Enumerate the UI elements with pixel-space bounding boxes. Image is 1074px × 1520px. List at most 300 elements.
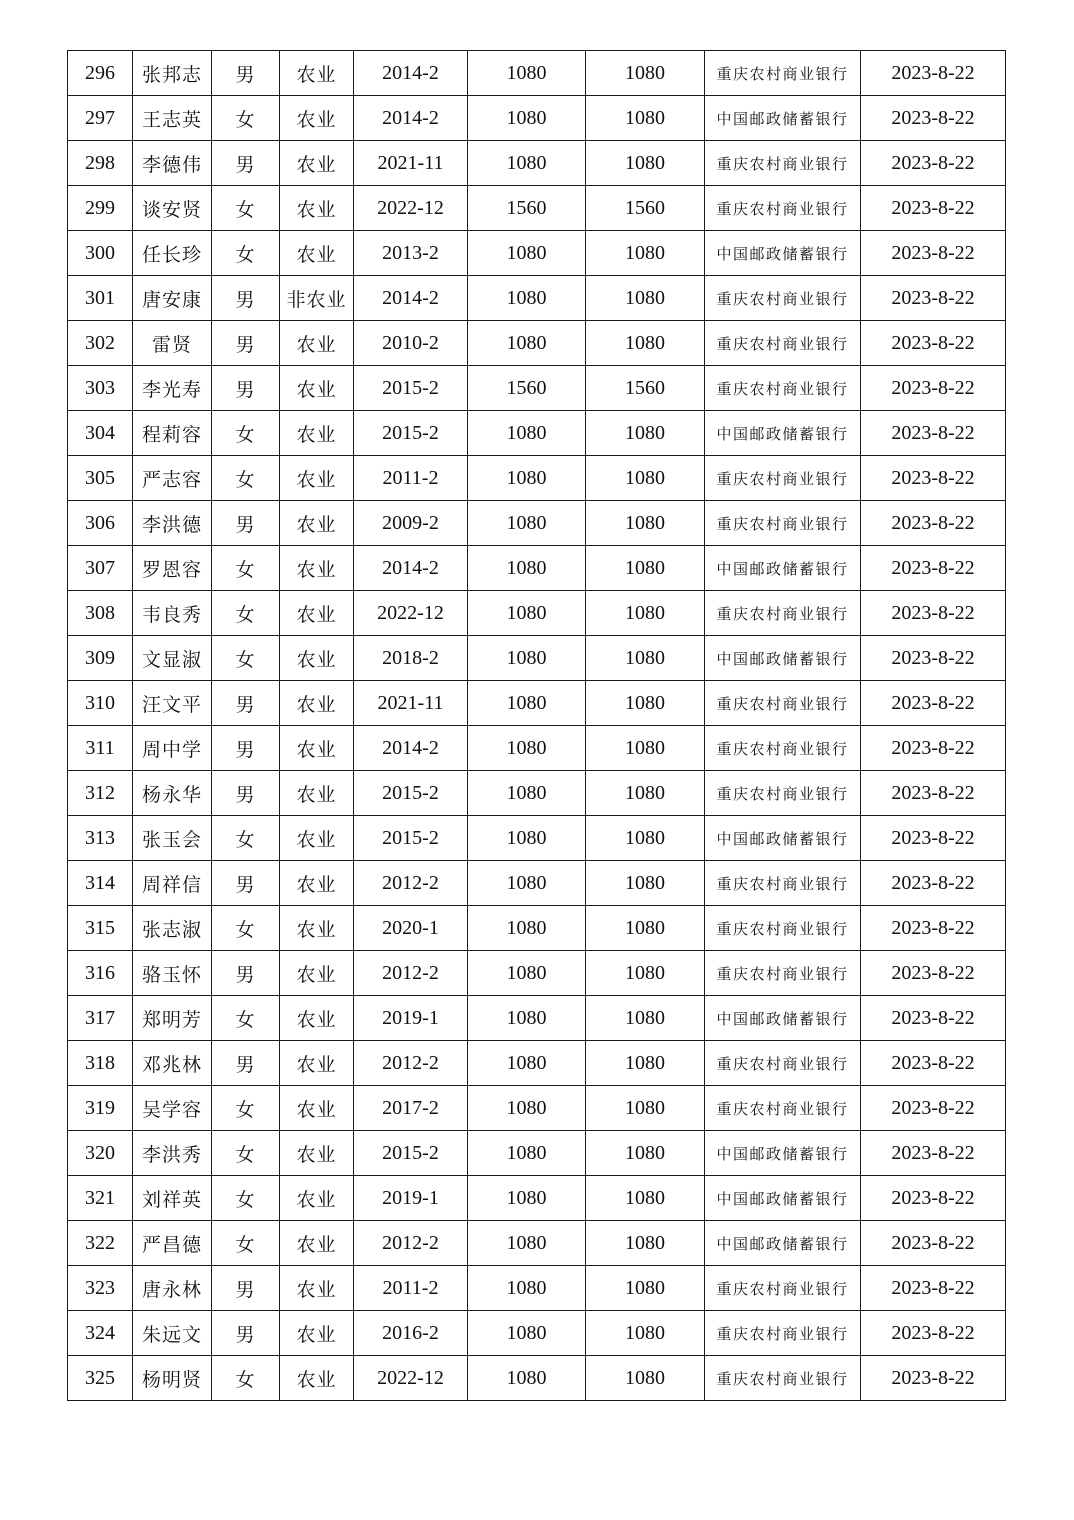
household-type-cell: 农业 (280, 186, 354, 231)
row-number-cell: 305 (68, 456, 133, 501)
amount-cell: 1080 (468, 276, 586, 321)
start-date-cell: 2009-2 (354, 501, 468, 546)
row-number-cell: 300 (68, 231, 133, 276)
row-number-cell: 318 (68, 1041, 133, 1086)
gender-cell: 男 (212, 861, 280, 906)
name-cell: 张志淑 (133, 906, 212, 951)
table-row (68, 1266, 1006, 1311)
name-cell: 杨永华 (133, 771, 212, 816)
table-row (68, 636, 1006, 681)
bank-cell: 重庆农村商业银行 (705, 366, 861, 411)
amount-cell: 1080 (468, 456, 586, 501)
row-number-cell: 308 (68, 591, 133, 636)
issue-date-cell: 2023-8-22 (861, 1356, 1006, 1401)
name-cell: 韦良秀 (133, 591, 212, 636)
gender-cell: 女 (212, 906, 280, 951)
household-type-cell: 农业 (280, 1086, 354, 1131)
household-type-cell: 非农业 (280, 276, 354, 321)
gender-cell: 女 (212, 591, 280, 636)
table-row (68, 366, 1006, 411)
gender-cell: 男 (212, 501, 280, 546)
name-cell: 杨明贤 (133, 1356, 212, 1401)
amount-cell: 1560 (468, 186, 586, 231)
start-date-cell: 2019-1 (354, 1176, 468, 1221)
bank-cell: 重庆农村商业银行 (705, 276, 861, 321)
household-type-cell: 农业 (280, 456, 354, 501)
paid-amount-cell: 1080 (586, 141, 705, 186)
bank-cell: 重庆农村商业银行 (705, 186, 861, 231)
issue-date-cell: 2023-8-22 (861, 861, 1006, 906)
gender-cell: 女 (212, 1176, 280, 1221)
start-date-cell: 2015-2 (354, 816, 468, 861)
amount-cell: 1080 (468, 141, 586, 186)
paid-amount-cell: 1080 (586, 231, 705, 276)
paid-amount-cell: 1080 (586, 1131, 705, 1176)
name-cell: 周中学 (133, 726, 212, 771)
table-row (68, 681, 1006, 726)
amount-cell: 1080 (468, 591, 586, 636)
row-number-cell: 306 (68, 501, 133, 546)
row-number-cell: 323 (68, 1266, 133, 1311)
amount-cell: 1080 (468, 861, 586, 906)
start-date-cell: 2015-2 (354, 366, 468, 411)
row-number-cell: 325 (68, 1356, 133, 1401)
name-cell: 谈安贤 (133, 186, 212, 231)
household-type-cell: 农业 (280, 591, 354, 636)
paid-amount-cell: 1080 (586, 51, 705, 96)
row-number-cell: 315 (68, 906, 133, 951)
table-row (68, 771, 1006, 816)
issue-date-cell: 2023-8-22 (861, 276, 1006, 321)
gender-cell: 女 (212, 1086, 280, 1131)
issue-date-cell: 2023-8-22 (861, 636, 1006, 681)
household-type-cell: 农业 (280, 321, 354, 366)
start-date-cell: 2021-11 (354, 681, 468, 726)
paid-amount-cell: 1080 (586, 771, 705, 816)
row-number-cell: 307 (68, 546, 133, 591)
row-number-cell: 309 (68, 636, 133, 681)
start-date-cell: 2020-1 (354, 906, 468, 951)
row-number-cell: 313 (68, 816, 133, 861)
bank-cell: 重庆农村商业银行 (705, 501, 861, 546)
name-cell: 严志容 (133, 456, 212, 501)
name-cell: 文显淑 (133, 636, 212, 681)
amount-cell: 1080 (468, 1221, 586, 1266)
start-date-cell: 2012-2 (354, 1221, 468, 1266)
table-row (68, 1086, 1006, 1131)
paid-amount-cell: 1080 (586, 591, 705, 636)
name-cell: 李光寿 (133, 366, 212, 411)
household-type-cell: 农业 (280, 636, 354, 681)
amount-cell: 1080 (468, 996, 586, 1041)
table-row (68, 996, 1006, 1041)
start-date-cell: 2015-2 (354, 411, 468, 456)
bank-cell: 中国邮政储蓄银行 (705, 996, 861, 1041)
table-row (68, 546, 1006, 591)
bank-cell: 重庆农村商业银行 (705, 1041, 861, 1086)
amount-cell: 1080 (468, 411, 586, 456)
start-date-cell: 2022-12 (354, 1356, 468, 1401)
start-date-cell: 2014-2 (354, 276, 468, 321)
amount-cell: 1080 (468, 51, 586, 96)
gender-cell: 女 (212, 96, 280, 141)
household-type-cell: 农业 (280, 861, 354, 906)
amount-cell: 1080 (468, 1131, 586, 1176)
household-type-cell: 农业 (280, 1356, 354, 1401)
amount-cell: 1080 (468, 1086, 586, 1131)
issue-date-cell: 2023-8-22 (861, 951, 1006, 996)
amount-cell: 1080 (468, 636, 586, 681)
amount-cell: 1080 (468, 906, 586, 951)
gender-cell: 男 (212, 141, 280, 186)
amount-cell: 1560 (468, 366, 586, 411)
gender-cell: 男 (212, 726, 280, 771)
household-type-cell: 农业 (280, 546, 354, 591)
row-number-cell: 322 (68, 1221, 133, 1266)
bank-cell: 中国邮政储蓄银行 (705, 546, 861, 591)
paid-amount-cell: 1080 (586, 1086, 705, 1131)
amount-cell: 1080 (468, 501, 586, 546)
issue-date-cell: 2023-8-22 (861, 51, 1006, 96)
paid-amount-cell: 1080 (586, 681, 705, 726)
gender-cell: 女 (212, 1221, 280, 1266)
table-row (68, 1131, 1006, 1176)
table-row (68, 1221, 1006, 1266)
table-row (68, 1356, 1006, 1401)
start-date-cell: 2017-2 (354, 1086, 468, 1131)
paid-amount-cell: 1080 (586, 906, 705, 951)
issue-date-cell: 2023-8-22 (861, 996, 1006, 1041)
start-date-cell: 2022-12 (354, 186, 468, 231)
paid-amount-cell: 1080 (586, 321, 705, 366)
bank-cell: 重庆农村商业银行 (705, 906, 861, 951)
gender-cell: 女 (212, 1131, 280, 1176)
household-type-cell: 农业 (280, 951, 354, 996)
start-date-cell: 2012-2 (354, 861, 468, 906)
name-cell: 任长珍 (133, 231, 212, 276)
paid-amount-cell: 1560 (586, 186, 705, 231)
row-number-cell: 311 (68, 726, 133, 771)
start-date-cell: 2015-2 (354, 1131, 468, 1176)
gender-cell: 女 (212, 456, 280, 501)
bank-cell: 重庆农村商业银行 (705, 141, 861, 186)
table-row (68, 96, 1006, 141)
issue-date-cell: 2023-8-22 (861, 501, 1006, 546)
household-type-cell: 农业 (280, 1131, 354, 1176)
household-type-cell: 农业 (280, 771, 354, 816)
start-date-cell: 2016-2 (354, 1311, 468, 1356)
issue-date-cell: 2023-8-22 (861, 1266, 1006, 1311)
amount-cell: 1080 (468, 96, 586, 141)
bank-cell: 中国邮政储蓄银行 (705, 1131, 861, 1176)
table-row (68, 816, 1006, 861)
issue-date-cell: 2023-8-22 (861, 906, 1006, 951)
start-date-cell: 2019-1 (354, 996, 468, 1041)
household-type-cell: 农业 (280, 996, 354, 1041)
name-cell: 唐永林 (133, 1266, 212, 1311)
issue-date-cell: 2023-8-22 (861, 366, 1006, 411)
gender-cell: 男 (212, 321, 280, 366)
table-row (68, 276, 1006, 321)
table-row (68, 141, 1006, 186)
row-number-cell: 302 (68, 321, 133, 366)
household-type-cell: 农业 (280, 681, 354, 726)
row-number-cell: 303 (68, 366, 133, 411)
issue-date-cell: 2023-8-22 (861, 591, 1006, 636)
issue-date-cell: 2023-8-22 (861, 1086, 1006, 1131)
amount-cell: 1080 (468, 951, 586, 996)
records-table (67, 50, 1006, 1401)
issue-date-cell: 2023-8-22 (861, 726, 1006, 771)
household-type-cell: 农业 (280, 141, 354, 186)
row-number-cell: 304 (68, 411, 133, 456)
household-type-cell: 农业 (280, 1221, 354, 1266)
household-type-cell: 农业 (280, 411, 354, 456)
name-cell: 邓兆林 (133, 1041, 212, 1086)
row-number-cell: 320 (68, 1131, 133, 1176)
issue-date-cell: 2023-8-22 (861, 1131, 1006, 1176)
row-number-cell: 301 (68, 276, 133, 321)
name-cell: 程莉容 (133, 411, 212, 456)
amount-cell: 1080 (468, 321, 586, 366)
paid-amount-cell: 1560 (586, 366, 705, 411)
name-cell: 严昌德 (133, 1221, 212, 1266)
gender-cell: 男 (212, 366, 280, 411)
name-cell: 汪文平 (133, 681, 212, 726)
household-type-cell: 农业 (280, 501, 354, 546)
row-number-cell: 310 (68, 681, 133, 726)
issue-date-cell: 2023-8-22 (861, 96, 1006, 141)
bank-cell: 重庆农村商业银行 (705, 1266, 861, 1311)
issue-date-cell: 2023-8-22 (861, 1176, 1006, 1221)
gender-cell: 女 (212, 1356, 280, 1401)
household-type-cell: 农业 (280, 51, 354, 96)
name-cell: 吴学容 (133, 1086, 212, 1131)
start-date-cell: 2014-2 (354, 51, 468, 96)
name-cell: 李德伟 (133, 141, 212, 186)
bank-cell: 重庆农村商业银行 (705, 861, 861, 906)
gender-cell: 女 (212, 186, 280, 231)
issue-date-cell: 2023-8-22 (861, 681, 1006, 726)
name-cell: 刘祥英 (133, 1176, 212, 1221)
paid-amount-cell: 1080 (586, 456, 705, 501)
row-number-cell: 297 (68, 96, 133, 141)
row-number-cell: 316 (68, 951, 133, 996)
issue-date-cell: 2023-8-22 (861, 771, 1006, 816)
table-row (68, 321, 1006, 366)
paid-amount-cell: 1080 (586, 276, 705, 321)
table-body (68, 51, 1006, 1401)
paid-amount-cell: 1080 (586, 1266, 705, 1311)
gender-cell: 男 (212, 276, 280, 321)
bank-cell: 重庆农村商业银行 (705, 951, 861, 996)
start-date-cell: 2011-2 (354, 456, 468, 501)
bank-cell: 重庆农村商业银行 (705, 726, 861, 771)
table-row (68, 456, 1006, 501)
table-row (68, 186, 1006, 231)
gender-cell: 男 (212, 1266, 280, 1311)
bank-cell: 中国邮政储蓄银行 (705, 1221, 861, 1266)
name-cell: 骆玉怀 (133, 951, 212, 996)
row-number-cell: 298 (68, 141, 133, 186)
gender-cell: 男 (212, 951, 280, 996)
paid-amount-cell: 1080 (586, 546, 705, 591)
table-row (68, 906, 1006, 951)
amount-cell: 1080 (468, 681, 586, 726)
gender-cell: 女 (212, 996, 280, 1041)
issue-date-cell: 2023-8-22 (861, 1041, 1006, 1086)
name-cell: 雷贤 (133, 321, 212, 366)
gender-cell: 男 (212, 51, 280, 96)
start-date-cell: 2012-2 (354, 951, 468, 996)
paid-amount-cell: 1080 (586, 726, 705, 771)
household-type-cell: 农业 (280, 1311, 354, 1356)
table-row (68, 1311, 1006, 1356)
gender-cell: 女 (212, 546, 280, 591)
issue-date-cell: 2023-8-22 (861, 411, 1006, 456)
table-row (68, 231, 1006, 276)
row-number-cell: 314 (68, 861, 133, 906)
bank-cell: 重庆农村商业银行 (705, 1311, 861, 1356)
paid-amount-cell: 1080 (586, 861, 705, 906)
bank-cell: 重庆农村商业银行 (705, 51, 861, 96)
row-number-cell: 319 (68, 1086, 133, 1131)
table-row (68, 591, 1006, 636)
bank-cell: 重庆农村商业银行 (705, 771, 861, 816)
row-number-cell: 299 (68, 186, 133, 231)
table-row (68, 501, 1006, 546)
household-type-cell: 农业 (280, 96, 354, 141)
name-cell: 郑明芳 (133, 996, 212, 1041)
issue-date-cell: 2023-8-22 (861, 186, 1006, 231)
bank-cell: 中国邮政储蓄银行 (705, 816, 861, 861)
gender-cell: 男 (212, 1311, 280, 1356)
household-type-cell: 农业 (280, 366, 354, 411)
name-cell: 罗恩容 (133, 546, 212, 591)
name-cell: 周祥信 (133, 861, 212, 906)
paid-amount-cell: 1080 (586, 1356, 705, 1401)
name-cell: 王志英 (133, 96, 212, 141)
household-type-cell: 农业 (280, 1176, 354, 1221)
amount-cell: 1080 (468, 816, 586, 861)
issue-date-cell: 2023-8-22 (861, 321, 1006, 366)
gender-cell: 女 (212, 816, 280, 861)
paid-amount-cell: 1080 (586, 1221, 705, 1266)
row-number-cell: 317 (68, 996, 133, 1041)
start-date-cell: 2018-2 (354, 636, 468, 681)
start-date-cell: 2014-2 (354, 546, 468, 591)
bank-cell: 重庆农村商业银行 (705, 681, 861, 726)
name-cell: 张玉会 (133, 816, 212, 861)
gender-cell: 女 (212, 411, 280, 456)
bank-cell: 重庆农村商业银行 (705, 1086, 861, 1131)
gender-cell: 女 (212, 636, 280, 681)
start-date-cell: 2022-12 (354, 591, 468, 636)
issue-date-cell: 2023-8-22 (861, 456, 1006, 501)
table-row (68, 1041, 1006, 1086)
row-number-cell: 296 (68, 51, 133, 96)
row-number-cell: 321 (68, 1176, 133, 1221)
bank-cell: 中国邮政储蓄银行 (705, 231, 861, 276)
bank-cell: 重庆农村商业银行 (705, 321, 861, 366)
row-number-cell: 324 (68, 1311, 133, 1356)
start-date-cell: 2021-11 (354, 141, 468, 186)
issue-date-cell: 2023-8-22 (861, 546, 1006, 591)
amount-cell: 1080 (468, 726, 586, 771)
bank-cell: 中国邮政储蓄银行 (705, 1176, 861, 1221)
name-cell: 张邦志 (133, 51, 212, 96)
table-row (68, 951, 1006, 996)
start-date-cell: 2013-2 (354, 231, 468, 276)
start-date-cell: 2011-2 (354, 1266, 468, 1311)
name-cell: 李洪德 (133, 501, 212, 546)
household-type-cell: 农业 (280, 231, 354, 276)
household-type-cell: 农业 (280, 816, 354, 861)
amount-cell: 1080 (468, 1311, 586, 1356)
start-date-cell: 2014-2 (354, 96, 468, 141)
name-cell: 李洪秀 (133, 1131, 212, 1176)
amount-cell: 1080 (468, 1041, 586, 1086)
table-row (68, 861, 1006, 906)
paid-amount-cell: 1080 (586, 1176, 705, 1221)
gender-cell: 男 (212, 1041, 280, 1086)
issue-date-cell: 2023-8-22 (861, 1311, 1006, 1356)
gender-cell: 女 (212, 231, 280, 276)
bank-cell: 中国邮政储蓄银行 (705, 636, 861, 681)
paid-amount-cell: 1080 (586, 816, 705, 861)
start-date-cell: 2010-2 (354, 321, 468, 366)
issue-date-cell: 2023-8-22 (861, 141, 1006, 186)
amount-cell: 1080 (468, 1356, 586, 1401)
paid-amount-cell: 1080 (586, 951, 705, 996)
issue-date-cell: 2023-8-22 (861, 231, 1006, 276)
row-number-cell: 312 (68, 771, 133, 816)
paid-amount-cell: 1080 (586, 501, 705, 546)
amount-cell: 1080 (468, 546, 586, 591)
amount-cell: 1080 (468, 231, 586, 276)
table-row (68, 726, 1006, 771)
bank-cell: 中国邮政储蓄银行 (705, 96, 861, 141)
household-type-cell: 农业 (280, 726, 354, 771)
household-type-cell: 农业 (280, 1041, 354, 1086)
paid-amount-cell: 1080 (586, 96, 705, 141)
paid-amount-cell: 1080 (586, 636, 705, 681)
table-row (68, 1176, 1006, 1221)
household-type-cell: 农业 (280, 1266, 354, 1311)
name-cell: 朱远文 (133, 1311, 212, 1356)
start-date-cell: 2015-2 (354, 771, 468, 816)
paid-amount-cell: 1080 (586, 996, 705, 1041)
bank-cell: 中国邮政储蓄银行 (705, 411, 861, 456)
table-row (68, 51, 1006, 96)
start-date-cell: 2014-2 (354, 726, 468, 771)
gender-cell: 男 (212, 771, 280, 816)
issue-date-cell: 2023-8-22 (861, 816, 1006, 861)
bank-cell: 重庆农村商业银行 (705, 456, 861, 501)
household-type-cell: 农业 (280, 906, 354, 951)
bank-cell: 重庆农村商业银行 (705, 1356, 861, 1401)
gender-cell: 男 (212, 681, 280, 726)
paid-amount-cell: 1080 (586, 1311, 705, 1356)
amount-cell: 1080 (468, 1176, 586, 1221)
start-date-cell: 2012-2 (354, 1041, 468, 1086)
amount-cell: 1080 (468, 1266, 586, 1311)
bank-cell: 重庆农村商业银行 (705, 591, 861, 636)
amount-cell: 1080 (468, 771, 586, 816)
issue-date-cell: 2023-8-22 (861, 1221, 1006, 1266)
paid-amount-cell: 1080 (586, 1041, 705, 1086)
name-cell: 唐安康 (133, 276, 212, 321)
